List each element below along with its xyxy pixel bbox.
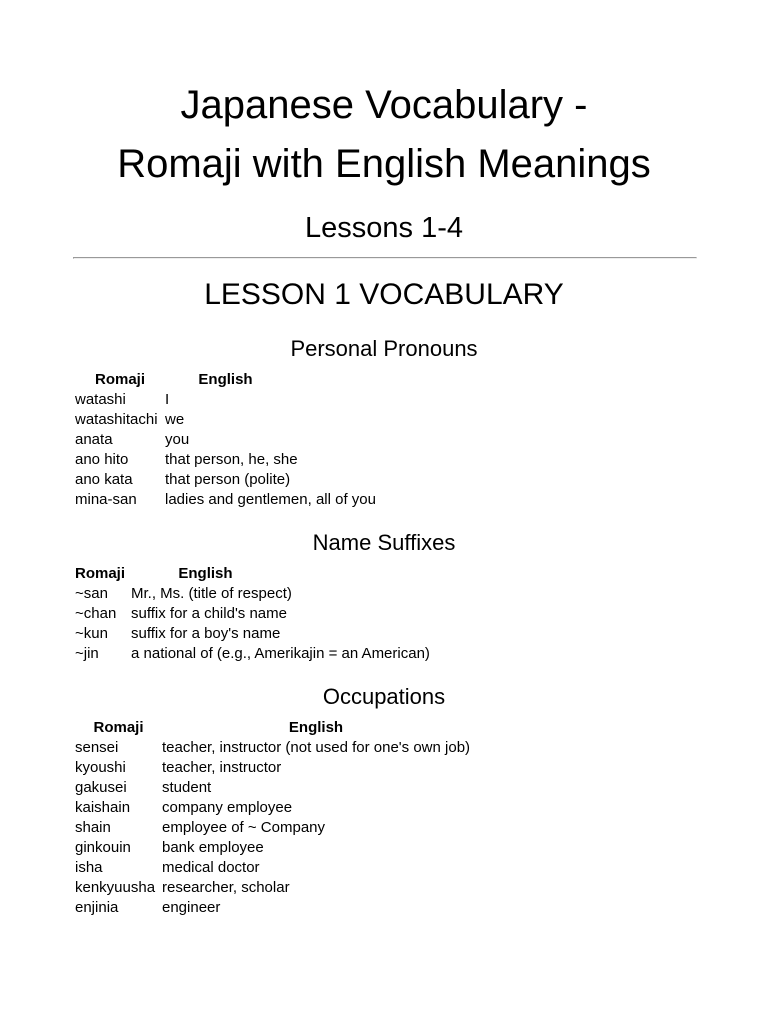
table-row	[75, 584, 430, 604]
romaji-cell: kyoushi	[75, 759, 126, 776]
table-row	[75, 604, 430, 624]
vocab-table-occupations	[75, 718, 470, 918]
column-header-romaji: Romaji	[94, 371, 145, 388]
table-row	[75, 624, 430, 644]
romaji-cell: watashitachi	[75, 411, 158, 428]
table-row	[75, 778, 470, 798]
romaji-cell: shain	[75, 819, 111, 836]
english-cell: company employee	[162, 799, 293, 816]
section-heading-personal-pronouns: Personal Pronouns	[290, 336, 478, 361]
english-cell: engineer	[162, 899, 221, 916]
table-row	[75, 858, 470, 878]
table-row	[75, 470, 376, 490]
column-header-english: English	[288, 719, 344, 736]
column-header-romaji: Romaji	[75, 565, 126, 582]
english-cell: a national of (e.g., Amerikajin = an American)	[131, 645, 430, 662]
english-cell: we	[165, 411, 185, 428]
english-cell: ladies and gentlemen, all of you	[165, 491, 376, 508]
romaji-cell: isha	[75, 859, 103, 876]
romaji-cell: ginkouin	[75, 839, 131, 856]
english-cell: that person (polite)	[165, 471, 291, 488]
table-row	[75, 898, 470, 918]
english-cell: researcher, scholar	[162, 879, 290, 896]
column-header-romaji: Romaji	[93, 719, 144, 736]
romaji-cell: ~kun	[75, 625, 108, 642]
table-row	[75, 390, 376, 410]
romaji-cell: anata	[75, 431, 113, 448]
romaji-cell: ~san	[75, 585, 108, 602]
table-row	[75, 644, 430, 664]
english-cell: bank employee	[162, 839, 264, 856]
romaji-cell: ~jin	[75, 645, 99, 662]
english-cell: that person, he, she	[165, 451, 298, 468]
romaji-cell: ~chan	[75, 605, 117, 622]
romaji-cell: watashi	[75, 391, 126, 408]
romaji-cell: sensei	[75, 739, 119, 756]
table-row	[75, 838, 470, 858]
table-row	[75, 450, 376, 470]
english-cell: medical doctor	[162, 859, 260, 876]
table-header-row	[75, 718, 470, 738]
romaji-cell: kaishain	[75, 799, 131, 816]
romaji-cell: gakusei	[75, 779, 127, 796]
table-row	[75, 430, 376, 450]
horizontal-divider	[73, 257, 697, 259]
title-line-2: Romaji with English Meanings	[117, 142, 651, 186]
table-row	[75, 490, 376, 510]
english-cell: teacher, instructor (not used for one's own job)	[162, 739, 471, 756]
english-cell: suffix for a boy's name	[131, 625, 281, 642]
column-header-english: English	[198, 371, 253, 388]
document-subtitle: Lessons 1-4	[305, 212, 463, 244]
english-cell: teacher, instructor	[162, 759, 282, 776]
table-row	[75, 410, 376, 430]
section-heading-occupations: Occupations	[322, 684, 446, 709]
english-cell: you	[165, 431, 190, 448]
english-cell: employee of ~ Company	[162, 819, 326, 836]
romaji-cell: enjinia	[75, 899, 119, 916]
vocab-table-personal-pronouns	[75, 370, 376, 510]
document-title	[0, 76, 768, 194]
table-row	[75, 818, 470, 838]
romaji-cell: ano hito	[75, 451, 129, 468]
romaji-cell: mina-san	[75, 491, 137, 508]
english-cell: Mr., Ms. (title of respect)	[131, 585, 292, 602]
lesson-heading: LESSON 1 VOCABULARY	[204, 278, 564, 311]
table-row	[75, 878, 470, 898]
title-line-1: Japanese Vocabulary -	[180, 83, 588, 127]
romaji-cell: kenkyuusha	[75, 879, 156, 896]
english-cell: suffix for a child's name	[131, 605, 287, 622]
table-header-row	[75, 370, 376, 390]
table-row	[75, 758, 470, 778]
table-header-row	[75, 564, 430, 584]
vocab-table-name-suffixes	[75, 564, 430, 664]
english-cell: student	[162, 779, 212, 796]
table-row	[75, 738, 470, 758]
section-heading-name-suffixes: Name Suffixes	[312, 530, 456, 555]
table-row	[75, 798, 470, 818]
column-header-english: English	[178, 565, 233, 582]
english-cell: I	[165, 391, 170, 408]
romaji-cell: ano kata	[75, 471, 133, 488]
